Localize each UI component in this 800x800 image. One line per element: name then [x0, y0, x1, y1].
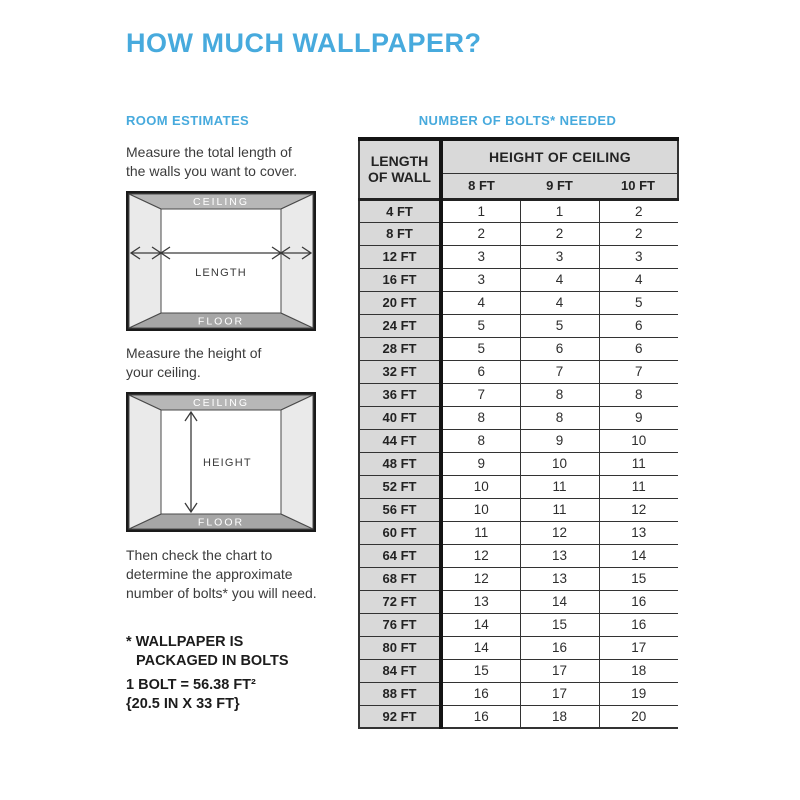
wall-length-label: 36 FT: [359, 383, 441, 406]
bolt-count-cell: 10: [599, 429, 678, 452]
footnote-line2: PACKAGED IN BOLTS: [136, 653, 289, 669]
wallpaper-bolts-footnote: [126, 633, 289, 671]
wall-length-label: 64 FT: [359, 544, 441, 567]
bolt-count-cell: 3: [520, 245, 599, 268]
bolt-count-cell: 10: [441, 475, 520, 498]
room-estimates-heading: ROOM ESTIMATES: [126, 113, 250, 128]
bolt-count-cell: 4: [520, 291, 599, 314]
bolt-count-cell: 1: [441, 199, 520, 222]
floor-label: FLOOR: [197, 315, 245, 328]
bolt-count-cell: 14: [520, 590, 599, 613]
wall-length-label: 88 FT: [359, 682, 441, 705]
table-row: [359, 659, 678, 682]
wall-length-label: 60 FT: [359, 521, 441, 544]
bolt-count-cell: 8: [520, 383, 599, 406]
wall-length-label: 24 FT: [359, 314, 441, 337]
bolt-count-cell: 9: [599, 406, 678, 429]
bolt-count-cell: 13: [599, 521, 678, 544]
bolts-needed-heading: NUMBER OF BOLTS* NEEDED: [418, 113, 617, 128]
bolt-count-cell: 20: [599, 705, 678, 728]
instruction-length-line1: Measure the total length of: [126, 144, 292, 160]
wall-length-label: 72 FT: [359, 590, 441, 613]
bolts-table: [358, 137, 679, 729]
bolt-count-cell: 15: [599, 567, 678, 590]
bolt-count-cell: 5: [599, 291, 678, 314]
bolt-count-cell: 8: [441, 406, 520, 429]
bolt-count-cell: 1: [520, 199, 599, 222]
bolt-count-cell: 4: [599, 268, 678, 291]
wall-length-label: 8 FT: [359, 222, 441, 245]
table-row: [359, 498, 678, 521]
table-row: [359, 337, 678, 360]
page-title: HOW MUCH WALLPAPER?: [126, 28, 482, 58]
bolts-table-container: [358, 137, 679, 729]
table-row: [359, 521, 678, 544]
bolt-size-spec: [126, 676, 256, 714]
table-row: [359, 268, 678, 291]
length-of-wall-line2: OF WALL: [368, 169, 431, 186]
wall-length-label: 12 FT: [359, 245, 441, 268]
wall-length-label: 44 FT: [359, 429, 441, 452]
bolt-count-cell: 6: [599, 314, 678, 337]
bolt-count-cell: 12: [441, 544, 520, 567]
bolt-count-cell: 8: [441, 429, 520, 452]
instruction-chart-line1: Then check the chart to: [126, 547, 273, 563]
wall-length-label: 40 FT: [359, 406, 441, 429]
bolt-count-cell: 5: [520, 314, 599, 337]
bolt-area-line: 1 BOLT = 56.38 FT²: [126, 677, 256, 693]
bolt-count-cell: 13: [441, 590, 520, 613]
table-row: [359, 475, 678, 498]
instruction-length: [126, 143, 297, 181]
instruction-height: [126, 344, 261, 382]
bolt-count-cell: 10: [441, 498, 520, 521]
table-row: [359, 291, 678, 314]
bolt-count-cell: 6: [599, 337, 678, 360]
table-row: [359, 199, 678, 222]
bolt-count-cell: 8: [599, 383, 678, 406]
bolt-count-cell: 2: [599, 199, 678, 222]
bolt-count-cell: 2: [599, 222, 678, 245]
table-row: [359, 314, 678, 337]
bolt-count-cell: 18: [599, 659, 678, 682]
table-row: [359, 682, 678, 705]
bolt-count-cell: 4: [520, 268, 599, 291]
height-of-ceiling-header: HEIGHT OF CEILING: [441, 139, 678, 174]
table-row: [359, 636, 678, 659]
table-row: [359, 245, 678, 268]
bolt-count-cell: 7: [441, 383, 520, 406]
wall-length-label: 68 FT: [359, 567, 441, 590]
length-of-wall-line1: LENGTH: [370, 153, 429, 170]
bolt-count-cell: 15: [520, 613, 599, 636]
bolt-count-cell: 11: [599, 452, 678, 475]
left-wall-surface: [129, 395, 161, 529]
wall-length-label: 92 FT: [359, 705, 441, 728]
ceiling-height-subheader-9-ft: 9 FT: [520, 174, 599, 199]
bolt-count-cell: 13: [520, 567, 599, 590]
table-row: [359, 383, 678, 406]
ceiling-label: CEILING: [192, 397, 250, 409]
bolt-count-cell: 12: [520, 521, 599, 544]
wall-length-label: 32 FT: [359, 360, 441, 383]
footnote-line1: * WALLPAPER IS: [126, 634, 244, 650]
bolt-count-cell: 11: [599, 475, 678, 498]
wall-length-label: 20 FT: [359, 291, 441, 314]
right-wall-surface: [281, 194, 313, 328]
bolt-count-cell: 18: [520, 705, 599, 728]
room-height-diagram: [126, 392, 316, 532]
bolt-count-cell: 11: [520, 498, 599, 521]
length-of-wall-header: [359, 139, 441, 199]
wall-length-label: 28 FT: [359, 337, 441, 360]
bolt-count-cell: 5: [441, 337, 520, 360]
bolt-count-cell: 14: [441, 613, 520, 636]
bolt-count-cell: 3: [599, 245, 678, 268]
bolt-count-cell: 8: [520, 406, 599, 429]
instruction-height-line2: your ceiling.: [126, 364, 201, 380]
left-wall-surface: [129, 194, 161, 328]
table-row: [359, 360, 678, 383]
right-wall-surface: [281, 395, 313, 529]
bolt-count-cell: 2: [520, 222, 599, 245]
bolt-count-cell: 14: [599, 544, 678, 567]
bolt-count-cell: 12: [441, 567, 520, 590]
floor-label: FLOOR: [197, 516, 245, 529]
bolt-count-cell: 6: [441, 360, 520, 383]
bolt-count-cell: 9: [441, 452, 520, 475]
bolt-count-cell: 15: [441, 659, 520, 682]
instruction-height-line1: Measure the height of: [126, 345, 262, 361]
bolt-count-cell: 11: [441, 521, 520, 544]
bolt-count-cell: 16: [441, 705, 520, 728]
bolt-count-cell: 16: [520, 636, 599, 659]
bolt-count-cell: 17: [599, 636, 678, 659]
bolt-count-cell: 17: [520, 682, 599, 705]
group-header-row: [359, 139, 678, 174]
length-label: LENGTH: [195, 267, 247, 279]
instruction-chart: [126, 546, 317, 603]
bolt-count-cell: 16: [441, 682, 520, 705]
bolt-count-cell: 13: [520, 544, 599, 567]
bolt-count-cell: 14: [441, 636, 520, 659]
bolt-count-cell: 11: [520, 475, 599, 498]
wall-length-label: 16 FT: [359, 268, 441, 291]
wall-length-label: 52 FT: [359, 475, 441, 498]
bolt-count-cell: 16: [599, 590, 678, 613]
table-row: [359, 429, 678, 452]
instruction-length-line2: the walls you want to cover.: [126, 163, 298, 179]
table-row: [359, 613, 678, 636]
bolt-count-cell: 6: [520, 337, 599, 360]
wall-length-label: 84 FT: [359, 659, 441, 682]
ceiling-height-subheader-10-ft: 10 FT: [599, 174, 678, 199]
bolt-count-cell: 3: [441, 245, 520, 268]
ceiling-height-subheader-8-ft: 8 FT: [441, 174, 520, 199]
room-length-diagram: [126, 191, 316, 331]
table-row: [359, 705, 678, 728]
table-row: [359, 452, 678, 475]
table-row: [359, 567, 678, 590]
wall-length-label: 48 FT: [359, 452, 441, 475]
bolt-count-cell: 2: [441, 222, 520, 245]
wall-length-label: 4 FT: [359, 199, 441, 222]
wall-length-label: 80 FT: [359, 636, 441, 659]
bolt-count-cell: 10: [520, 452, 599, 475]
wall-length-label: 76 FT: [359, 613, 441, 636]
bolt-count-cell: 12: [599, 498, 678, 521]
bolt-count-cell: 5: [441, 314, 520, 337]
bolt-count-cell: 3: [441, 268, 520, 291]
bolt-count-cell: 4: [441, 291, 520, 314]
height-label: HEIGHT: [203, 457, 252, 469]
bolt-count-cell: 19: [599, 682, 678, 705]
wall-length-label: 56 FT: [359, 498, 441, 521]
instruction-chart-line2: determine the approximate: [126, 566, 293, 582]
table-row: [359, 590, 678, 613]
table-row: [359, 406, 678, 429]
bolt-dimensions-line: {20.5 IN X 33 FT}: [126, 696, 240, 712]
table-row: [359, 544, 678, 567]
bolt-count-cell: 7: [520, 360, 599, 383]
bolt-count-cell: 17: [520, 659, 599, 682]
bolt-count-cell: 16: [599, 613, 678, 636]
table-row: [359, 222, 678, 245]
bolt-count-cell: 7: [599, 360, 678, 383]
ceiling-label: CEILING: [192, 196, 250, 208]
instruction-chart-line3: number of bolts* you will need.: [126, 585, 317, 601]
bolt-count-cell: 9: [520, 429, 599, 452]
